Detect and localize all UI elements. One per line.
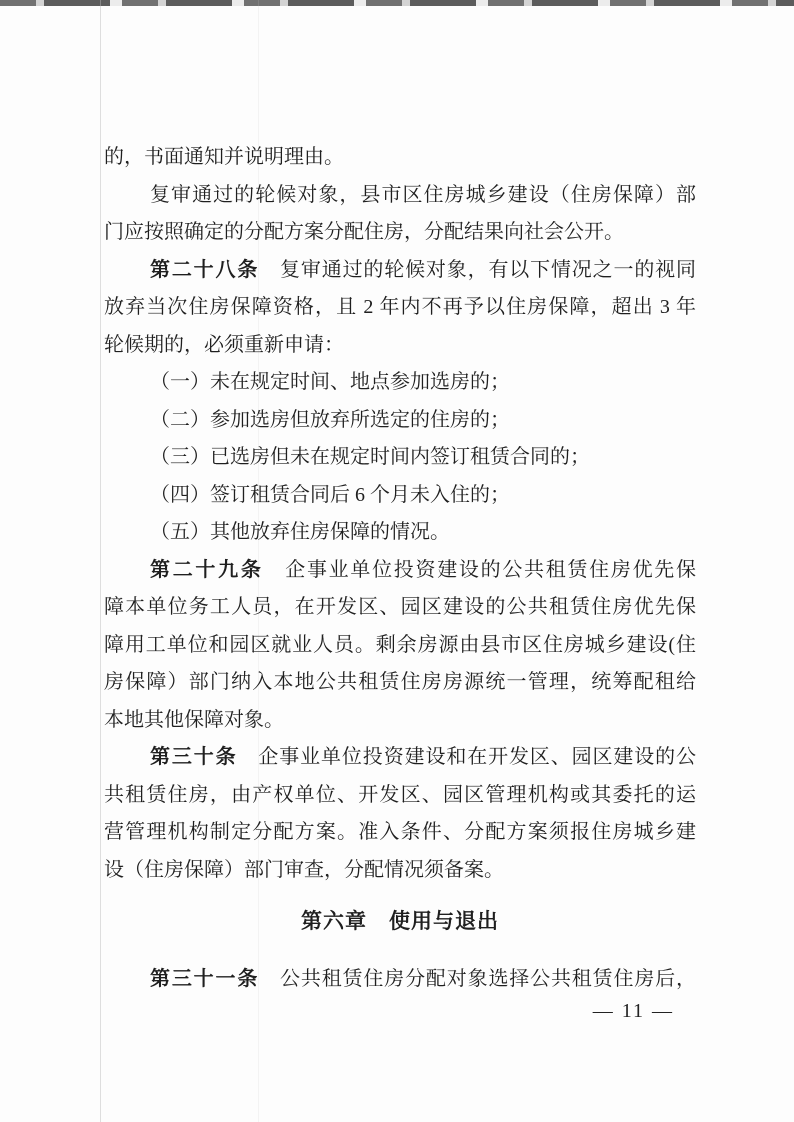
text-run: 本地其他保障对象。 xyxy=(104,708,284,731)
text-line-14 xyxy=(104,627,696,665)
text-run: 企事业单位投资建设和在开发区、园区建设的公 xyxy=(237,746,697,768)
text-line-20 xyxy=(104,852,696,890)
text-line-19 xyxy=(104,814,696,852)
text-line-2 xyxy=(104,177,696,215)
text-run: 共租赁住房，由产权单位、开发区、园区管理机构或其委托的运 xyxy=(104,783,696,806)
text-run: （一）未在规定时间、地点参加选房的； xyxy=(150,371,510,393)
text-line-15 xyxy=(104,664,696,702)
text-line-12 xyxy=(104,552,696,590)
text-run: 门应按照确定的分配方案分配住房，分配结果向社会公开。 xyxy=(104,221,624,243)
list-item-2 xyxy=(104,402,696,440)
text-run: 房保障）部门纳入本地公共租赁住房房源统一管理，统筹配租给 xyxy=(104,671,696,693)
text-line-22 xyxy=(104,961,696,999)
text-run: 放弃当次住房保障资格，且 2 年内不再予以住房保障，超出 3 年 xyxy=(104,296,696,318)
article-number: 第二十九条 xyxy=(150,558,264,581)
text-run: 公共租赁住房分配对象选择公共租赁住房后， xyxy=(259,967,697,990)
text-line-6 xyxy=(104,327,696,365)
text-run: 营管理机构制定分配方案。准入条件、分配方案须报住房城乡建 xyxy=(104,821,696,843)
page-number: — 11 — xyxy=(592,1000,674,1022)
text-run: 轮候期的，必须重新申请： xyxy=(104,333,344,356)
text-line-4 xyxy=(104,252,696,290)
text-run: （三）已选房但未在规定时间内签订租赁合同的； xyxy=(150,446,590,468)
text-line-1 xyxy=(104,139,696,177)
text-line-3 xyxy=(104,214,696,252)
text-run: （五）其他放弃住房保障的情况。 xyxy=(150,521,450,543)
article-number: 第六章 使用与退出 xyxy=(301,910,499,933)
text-run: 设（住房保障）部门审查，分配情况须备案。 xyxy=(104,858,504,881)
scan-artifact-top-edge xyxy=(0,0,794,6)
text-line-16 xyxy=(104,702,696,740)
text-line-17 xyxy=(104,739,696,777)
text-run: （四）签订租赁合同后 6 个月未入住的； xyxy=(150,483,510,506)
text-run: 的，书面通知并说明理由。 xyxy=(104,146,344,168)
text-run: （二）参加选房但放弃所选定的住房的； xyxy=(150,408,510,431)
text-line-5 xyxy=(104,289,696,327)
article-number: 第二十八条 xyxy=(150,258,260,281)
article-number: 第三十一条 xyxy=(150,967,260,990)
text-run: 复审通过的轮候对象，有以下情况之一的视同 xyxy=(259,258,697,281)
text-line-18 xyxy=(104,777,696,815)
list-item-3 xyxy=(104,439,696,477)
text-run: 复审通过的轮候对象，县市区住房城乡建设（住房保障）部 xyxy=(150,183,696,206)
list-item-5 xyxy=(104,514,696,552)
article-number: 第三十条 xyxy=(150,746,238,768)
document-body xyxy=(104,139,696,998)
text-run: 障本单位务工人员，在开发区、园区建设的公共租赁住房优先保 xyxy=(104,596,696,618)
text-run: 企事业单位投资建设的公共租赁住房优先保 xyxy=(263,558,697,581)
list-item-1 xyxy=(104,364,696,402)
text-run: 障用工单位和园区就业人员。剩余房源由县市区住房城乡建设(住 xyxy=(104,633,696,656)
text-line-13 xyxy=(104,589,696,627)
scan-fold-line xyxy=(100,0,101,1122)
list-item-4 xyxy=(104,477,696,515)
chapter-heading xyxy=(104,903,696,941)
